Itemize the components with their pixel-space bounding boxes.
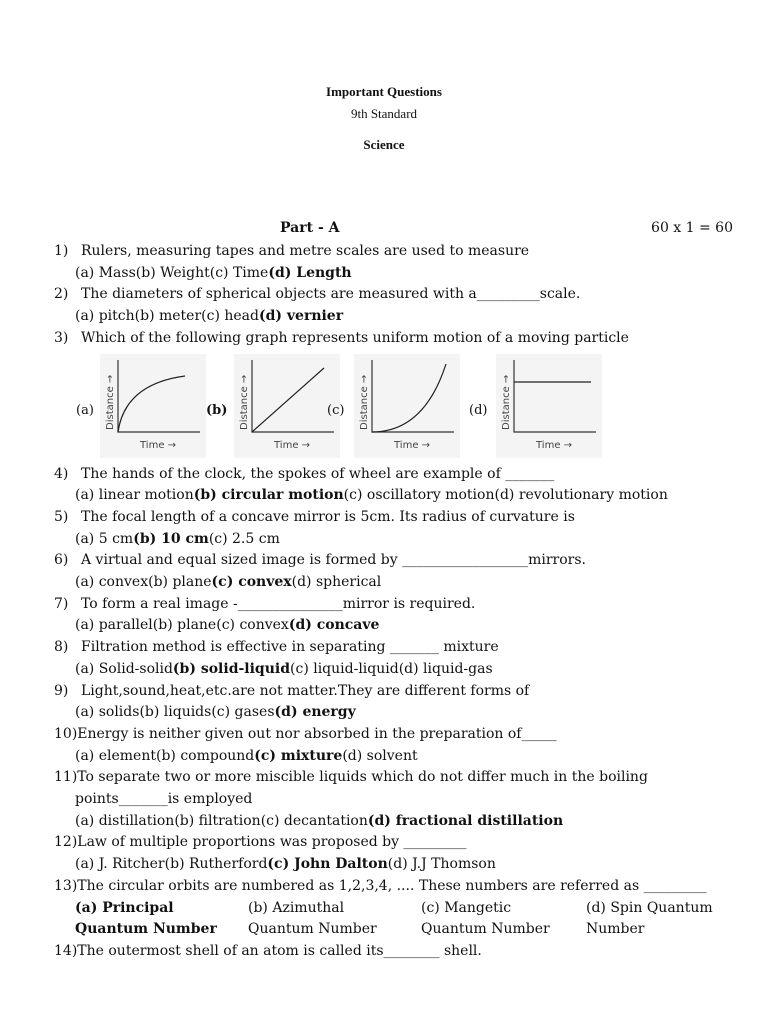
question-number: 12) <box>54 834 78 851</box>
options-row <box>54 746 744 768</box>
correct-option: (d) Length <box>268 264 352 281</box>
question-6 <box>54 550 744 572</box>
correct-option: (b) solid-liquid <box>172 660 291 677</box>
question-text: To separate two or more miscible liquids which do not differ much in the boiling <box>77 769 648 786</box>
standard-label: 9th Standard <box>350 106 418 121</box>
question-text: Law of multiple proportions was proposed by _________ <box>77 834 467 851</box>
question-text: The focal length of a concave mirror is 5cm. Its radius of curvature is <box>81 508 575 525</box>
option: (d) liquid-gas <box>398 660 493 677</box>
option: (a) solids <box>75 704 140 721</box>
part-header <box>0 220 768 240</box>
options-row <box>54 263 744 285</box>
option: (b) meter <box>134 308 202 325</box>
graph-axes <box>118 360 200 432</box>
option: (b) plane <box>148 574 212 591</box>
question-number: 3) <box>54 329 69 346</box>
y-axis-label: Distance → <box>501 374 512 430</box>
option: (a) J. Ritcher <box>75 856 165 873</box>
option: (b) filtration <box>174 812 261 829</box>
question-number: 14) <box>54 942 78 959</box>
graph-axes <box>514 360 596 432</box>
option: (c) 2.5 cm <box>208 530 280 547</box>
question-number: 11) <box>54 769 78 786</box>
option: (a) convex <box>75 574 149 591</box>
option-cell: Quantum Number <box>421 921 550 938</box>
correct-option: (d) fractional distillation <box>367 812 564 829</box>
options-row <box>54 854 744 876</box>
option: (a) Solid-solid <box>75 660 173 677</box>
option: (d) revolutionary motion <box>494 487 668 504</box>
question-12 <box>54 832 744 854</box>
graph-curve <box>252 368 324 432</box>
option-cell: Quantum Number <box>248 921 377 938</box>
question-number: 4) <box>54 465 69 482</box>
question-14 <box>54 941 744 963</box>
question-2 <box>54 284 744 306</box>
question-5 <box>54 507 744 529</box>
question-number: 6) <box>54 552 69 569</box>
distance-time-graph <box>354 354 460 458</box>
graph-option-label: (a) <box>76 402 94 418</box>
option: (c) oscillatory motion <box>343 487 495 504</box>
correct-option: (c) mixture <box>254 747 343 764</box>
option-cell: (a) Principal <box>75 899 174 916</box>
option: (b) plane <box>152 617 217 634</box>
option: (a) distillation <box>75 812 175 829</box>
y-axis-label: Distance → <box>359 374 370 430</box>
options-row <box>54 572 744 594</box>
question-1 <box>54 241 744 263</box>
option: (a) 5 cm <box>75 530 134 547</box>
question-text: Filtration method is effective in separating _______ mixture <box>81 639 499 656</box>
options-row <box>54 529 744 551</box>
question-10 <box>54 724 744 746</box>
graph-option-label: (b) <box>206 402 228 418</box>
distance-time-graph <box>234 354 340 458</box>
correct-option: (d) energy <box>274 704 356 721</box>
graph-image <box>100 354 206 458</box>
question-text: Which of the following graph represents uniform motion of a moving particle <box>81 329 629 346</box>
question-number: 2) <box>54 286 69 303</box>
correct-option: (c) convex <box>211 574 292 591</box>
option: (a) pitch <box>75 308 135 325</box>
question-7 <box>54 594 744 616</box>
question-text: Energy is neither given out nor absorbed in the preparation of_____ <box>77 725 557 742</box>
graph-image <box>234 354 340 458</box>
question-9 <box>54 681 744 703</box>
graph-curve <box>118 376 185 432</box>
option: (b) Weight <box>135 264 210 281</box>
question-text: A virtual and equal sized image is formed by __________________mirrors. <box>81 552 587 569</box>
question-number: 5) <box>54 508 69 525</box>
correct-option: (b) 10 cm <box>133 530 209 547</box>
option: (c) gases <box>211 704 275 721</box>
question-text: The outermost shell of an atom is called its________ shell. <box>77 942 482 959</box>
option: (a) element <box>75 747 156 764</box>
options-row <box>54 306 744 328</box>
x-axis-label: Time → <box>536 439 573 451</box>
option: (b) liquids <box>139 704 212 721</box>
options-grid <box>54 898 744 941</box>
part-title: Part - A <box>280 220 340 236</box>
option-cell: Number <box>586 921 645 938</box>
graph-option-label: (c) <box>327 402 345 418</box>
question-8 <box>54 637 744 659</box>
question-number: 13) <box>54 877 78 894</box>
question-text: To form a real image -_______________mirror is required. <box>81 595 476 612</box>
option-cell: (d) Spin Quantum <box>586 899 713 916</box>
options-row <box>54 485 744 507</box>
question-number: 9) <box>54 682 69 699</box>
x-axis-label: Time → <box>140 439 177 451</box>
option: (d) solvent <box>342 747 418 764</box>
option: (d) J.J Thomson <box>387 856 496 873</box>
option: (c) decantation <box>260 812 368 829</box>
options-row <box>54 615 744 637</box>
question-number: 8) <box>54 639 69 656</box>
question-number: 10) <box>54 725 78 742</box>
subject-label: Science <box>363 137 405 152</box>
correct-option: (c) John Dalton <box>267 856 388 873</box>
question-number: 1) <box>54 243 69 259</box>
option: (c) Time <box>209 264 269 281</box>
correct-option: (d) concave <box>288 617 380 634</box>
x-axis-label: Time → <box>394 439 431 451</box>
document-title: Important Questions <box>326 84 442 99</box>
question-number: 7) <box>54 595 69 612</box>
correct-option: (d) vernier <box>258 308 344 325</box>
options-row <box>54 659 744 681</box>
question-4 <box>54 464 744 486</box>
option-cell: (b) Azimuthal <box>248 899 345 916</box>
option-cell: Quantum Number <box>75 921 217 938</box>
question-list <box>54 241 744 963</box>
option: (a) Mass <box>75 264 136 281</box>
question-text: Rulers, measuring tapes and metre scales are used to measure <box>81 243 530 259</box>
option: (a) linear motion <box>75 487 194 504</box>
graph-axes <box>372 360 454 432</box>
x-axis-label: Time → <box>274 439 311 451</box>
question-text: The diameters of spherical objects are measured with a_________scale. <box>81 286 581 303</box>
question-text: The hands of the clock, the spokes of wheel are example of _______ <box>81 465 555 482</box>
option: (c) head <box>201 308 259 325</box>
correct-option: (b) circular motion <box>193 487 344 504</box>
distance-time-graph <box>496 354 602 458</box>
question-11 <box>54 767 744 789</box>
question-text: The circular orbits are numbered as 1,2,3,4, .... These numbers are referred as _________ <box>77 877 707 894</box>
option: (b) compound <box>155 747 255 764</box>
y-axis-label: Distance → <box>239 374 250 430</box>
graph-curve <box>372 364 446 432</box>
question-13 <box>54 876 744 898</box>
graph-image <box>354 354 460 458</box>
part-marks: 60 x 1 = 60 <box>651 220 733 236</box>
option: (c) liquid-liquid <box>290 660 399 677</box>
question-text-continued: points_______is employed <box>75 791 253 808</box>
distance-time-graph <box>100 354 206 458</box>
option: (d) spherical <box>291 574 382 591</box>
graph-options <box>54 354 744 464</box>
graph-option-label: (d) <box>469 402 488 418</box>
options-row <box>54 811 744 833</box>
graph-image <box>496 354 602 458</box>
question-text: Light,sound,heat,etc.are not matter.They are different forms of <box>81 682 530 699</box>
option-cell: (c) Mangetic <box>421 899 512 916</box>
y-axis-label: Distance → <box>105 374 116 430</box>
options-row <box>54 702 744 724</box>
option: (b) Rutherford <box>164 856 268 873</box>
option: (c) convex <box>216 617 289 634</box>
option: (a) parallel <box>75 617 153 634</box>
question-3 <box>54 328 744 350</box>
